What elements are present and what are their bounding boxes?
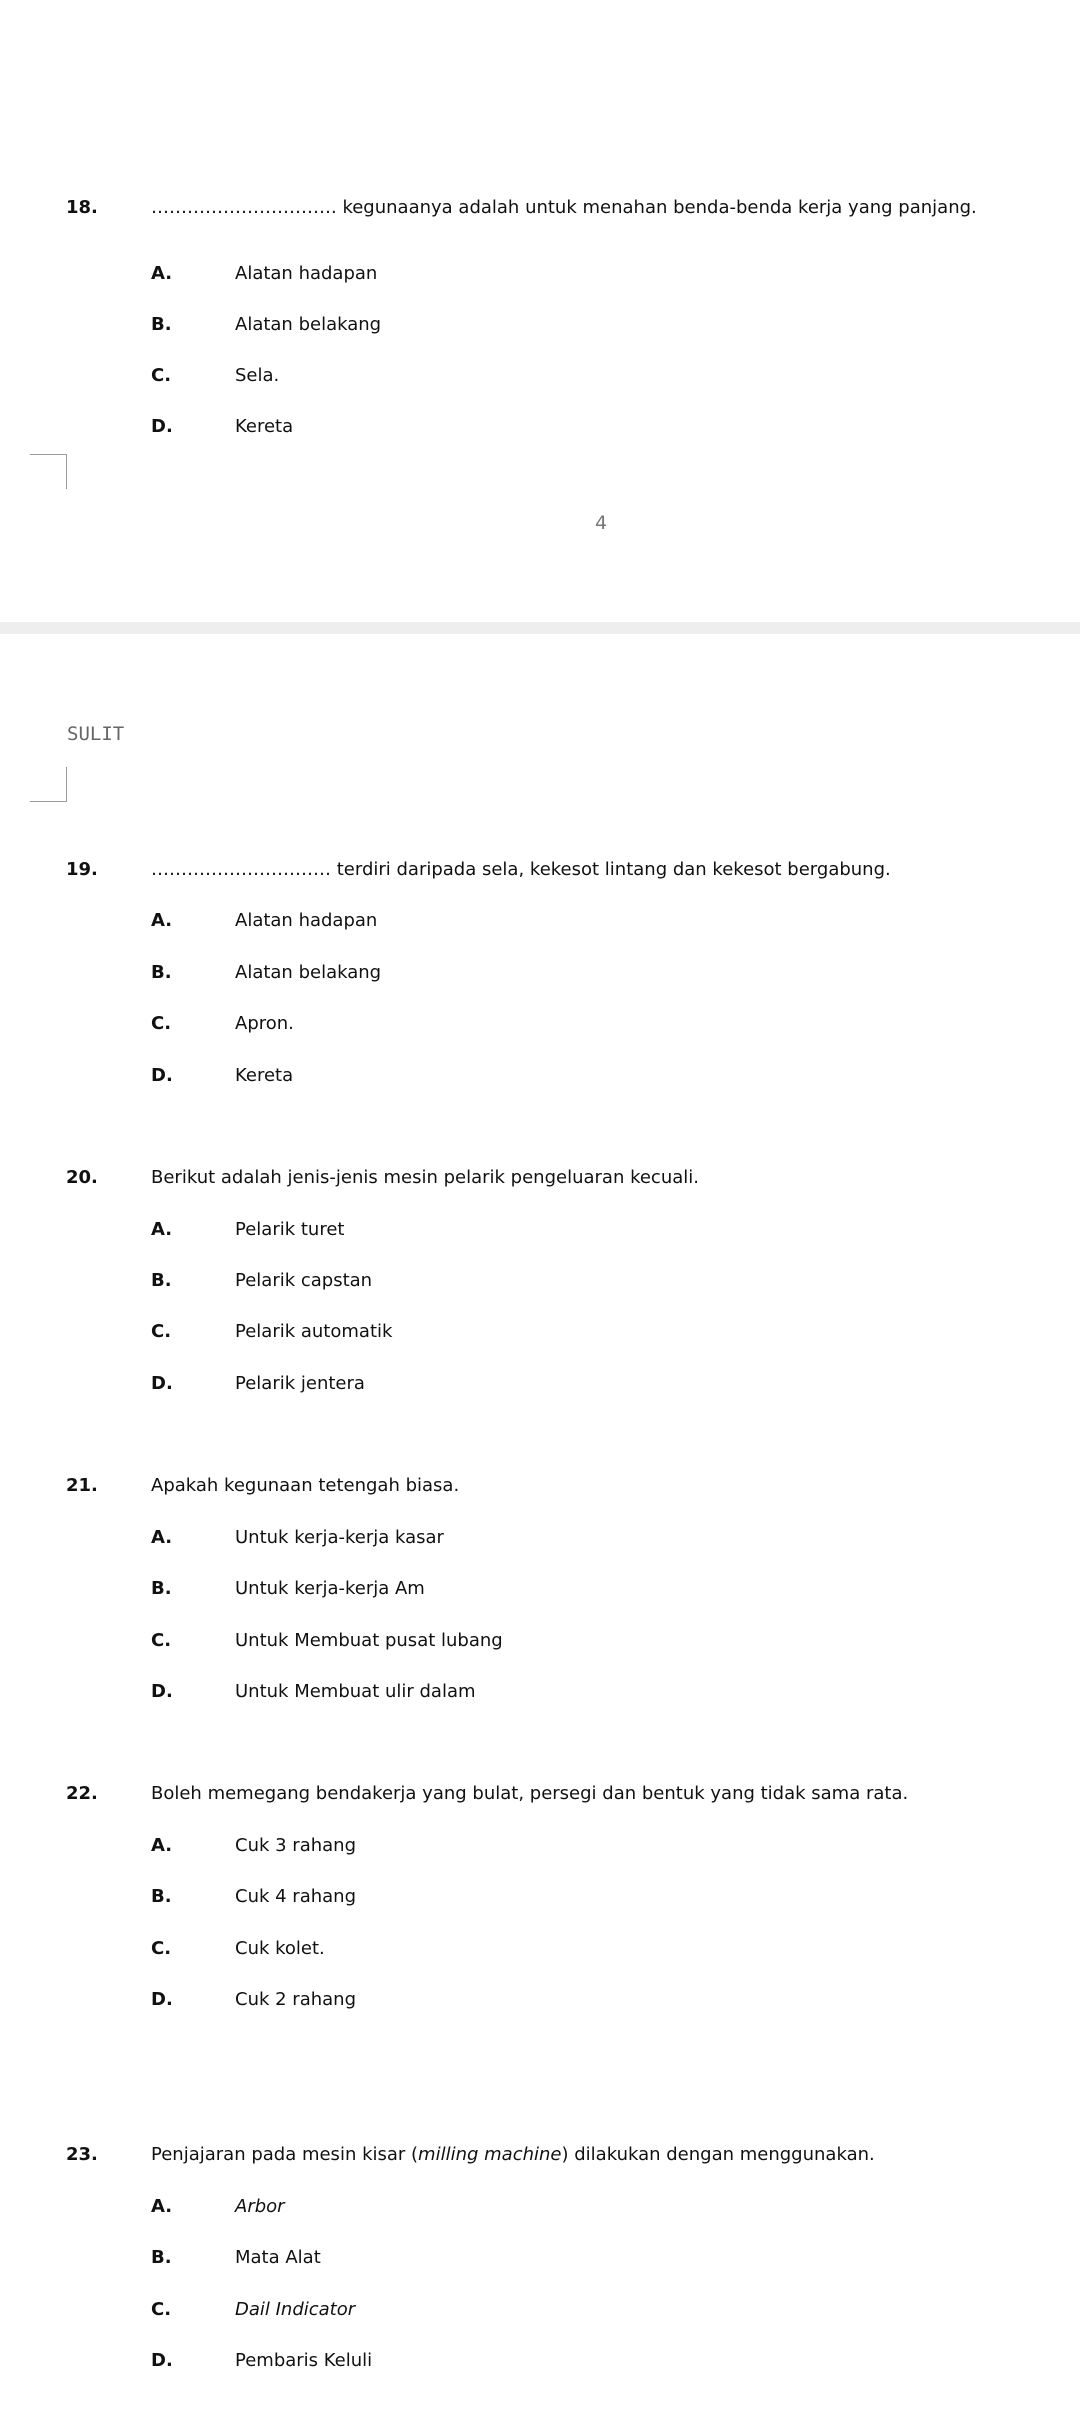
option-letter: A.	[151, 1527, 173, 1548]
option-text: Pelarik jentera	[235, 1373, 365, 1394]
option-text: Untuk Membuat pusat lubang	[235, 1630, 503, 1651]
option-letter: D.	[151, 1065, 173, 1086]
option-text: Dail Indicator	[235, 2299, 356, 2320]
question-number: 21.	[66, 1475, 98, 1496]
question-number: 19.	[66, 859, 98, 880]
page-4	[0, 0, 1080, 620]
option-letter: C.	[151, 1938, 172, 1959]
option-letter: B.	[151, 1886, 172, 1907]
option-letter: A.	[151, 1835, 173, 1856]
question-text: …………………………. kegunaanya adalah untuk menahan benda-benda kerja yang panjang.	[151, 197, 977, 218]
option-letter: A.	[151, 910, 173, 931]
option-letter: D.	[151, 1989, 173, 2010]
option-text: Cuk kolet.	[235, 1938, 325, 1959]
option-letter: A.	[151, 2196, 173, 2217]
option-letter: D.	[151, 1373, 173, 1394]
margin-corner-mark	[30, 454, 67, 489]
option-text: Pelarik automatik	[235, 1321, 393, 1342]
option-letter: B.	[151, 314, 172, 335]
option-letter: B.	[151, 1270, 172, 1291]
option-letter: C.	[151, 1321, 172, 1342]
option-letter: A.	[151, 1219, 173, 1240]
option-letter: C.	[151, 365, 172, 386]
option-text: Pembaris Keluli	[235, 2350, 373, 2371]
option-text: Cuk 4 rahang	[235, 1886, 356, 1907]
question-number: 18.	[66, 197, 98, 218]
option-letter: D.	[151, 1681, 173, 1702]
option-text: Pelarik turet	[235, 1219, 345, 1240]
question-text: Boleh memegang bendakerja yang bulat, persegi dan bentuk yang tidak sama rata.	[151, 1783, 909, 1804]
option-text: Alatan belakang	[235, 962, 382, 983]
option-text: Untuk Membuat ulir dalam	[235, 1681, 476, 1702]
page-number: 4	[595, 512, 608, 534]
question-text: Apakah kegunaan tetengah biasa.	[151, 1475, 460, 1496]
option-text: Kereta	[235, 416, 294, 437]
question-text: Berikut adalah jenis-jenis mesin pelarik pengeluaran kecuali.	[151, 1167, 699, 1188]
option-letter: D.	[151, 2350, 173, 2371]
page-header: SULIT	[67, 723, 125, 745]
question-number: 22.	[66, 1783, 98, 1804]
option-text: Pelarik capstan	[235, 1270, 373, 1291]
question-text: ………………………… terdiri daripada sela, kekesot lintang dan kekesot bergabung.	[151, 859, 891, 880]
question-number: 20.	[66, 1167, 98, 1188]
page-separator	[0, 622, 1080, 634]
option-letter: A.	[151, 263, 173, 284]
option-text: Arbor	[235, 2196, 285, 2217]
option-text: Cuk 2 rahang	[235, 1989, 356, 2010]
option-text: Untuk kerja-kerja Am	[235, 1578, 425, 1599]
option-letter: D.	[151, 416, 173, 437]
option-letter: B.	[151, 962, 172, 983]
option-text: Untuk kerja-kerja kasar	[235, 1527, 444, 1548]
question-text-italic: milling machine	[418, 2144, 562, 2165]
option-text: Sela.	[235, 365, 280, 386]
option-text: Kereta	[235, 1065, 294, 1086]
question-number: 23.	[66, 2144, 98, 2165]
option-letter: C.	[151, 1013, 172, 1034]
option-text: Alatan hadapan	[235, 263, 378, 284]
option-letter: C.	[151, 2299, 172, 2320]
option-letter: B.	[151, 2247, 172, 2268]
option-text: Alatan hadapan	[235, 910, 378, 931]
option-text: Mata Alat	[235, 2247, 321, 2268]
option-text: Alatan belakang	[235, 314, 382, 335]
option-letter: C.	[151, 1630, 172, 1651]
question-text: Penjajaran pada mesin kisar (milling machine) dilakukan dengan menggunakan.	[151, 2144, 875, 2165]
option-text: Cuk 3 rahang	[235, 1835, 356, 1856]
option-text: Apron.	[235, 1013, 294, 1034]
option-letter: B.	[151, 1578, 172, 1599]
margin-corner-mark	[30, 767, 67, 802]
